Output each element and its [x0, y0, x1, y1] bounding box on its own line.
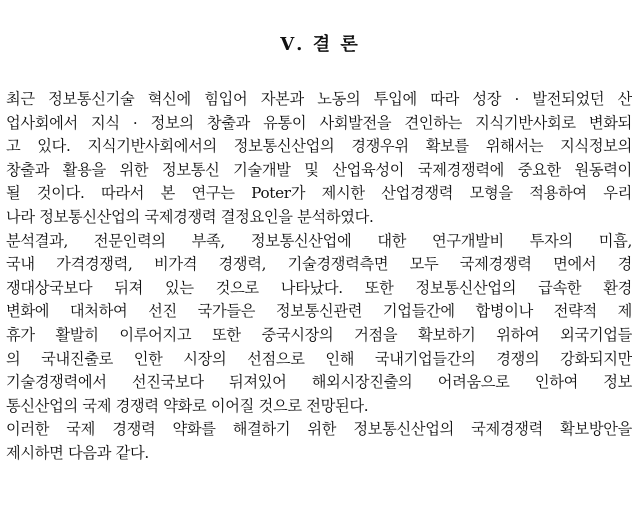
text-line: 기술경쟁력에서 선진국보다 뒤져있어 해외시장진출의 어려움으로 인하여 정보 — [6, 373, 632, 392]
text-line: 변화에 대처하여 선진 국가들은 정보통신관련 기업들간에 합병이나 전략적 제 — [6, 302, 632, 321]
text-line: 창출과 활용을 위한 정보통신 기술개발 및 산업육성이 국제경쟁력에 중요한 원동력이 — [6, 160, 632, 179]
text-line: 국내 가격경쟁력, 비가격 경쟁력, 기술경쟁력측면 모두 국제경쟁력 면에서 경 — [6, 255, 632, 274]
paragraph-3 — [6, 418, 632, 465]
text-line: 될 것이다. 따라서 본 연구는 Poter가 제시한 산업경쟁력 모형을 적용하여 우리 — [6, 184, 632, 203]
text-line: 나라 정보통신산업의 국제경쟁력 결정요인을 분석하였다. — [6, 207, 374, 226]
paragraph-2 — [6, 230, 632, 419]
paragraph-1 — [6, 88, 632, 230]
text-line: 최근 정보통신기술 혁신에 힘입어 자본과 노동의 투입에 따라 성장 · 발전되었던 산 — [6, 90, 632, 108]
text-line: 이러한 국제 경쟁력 약화를 해결하기 위한 정보통신산업의 국제경쟁력 확보방안을 — [6, 420, 632, 439]
text-line: 업사회에서 지식 · 정보의 창출과 유통이 사회발전을 견인하는 지식기반사회로 변화되 — [6, 113, 632, 132]
document-body — [6, 88, 632, 466]
text-line: 쟁대상국보다 뒤져 있는 것으로 나타났다. 또한 정보통신산업의 급속한 환경 — [6, 278, 632, 297]
text-line: 제시하면 다음과 같다. — [6, 443, 149, 462]
text-line: 휴가 활발히 이루어지고 또한 중국시장의 거점을 확보하기 위하여 외국기업들 — [6, 325, 632, 344]
section-title: Ⅴ. 결 론 — [280, 34, 360, 55]
text-line: 고 있다. 지식기반사회에서의 정보통신산업의 경쟁우위 확보를 위해서는 지식정보의 — [6, 137, 632, 156]
text-line: 의 국내진출로 인한 시장의 선점으로 인해 국내기업들간의 경쟁의 강화되지만 — [6, 349, 632, 368]
text-line: 통신산업의 국제 경쟁력 약화로 이어질 것으로 전망된다. — [6, 396, 369, 415]
text-line: 분석결과, 전문인력의 부족, 정보통신산업에 대한 연구개발비 투자의 미흡, — [6, 231, 632, 250]
